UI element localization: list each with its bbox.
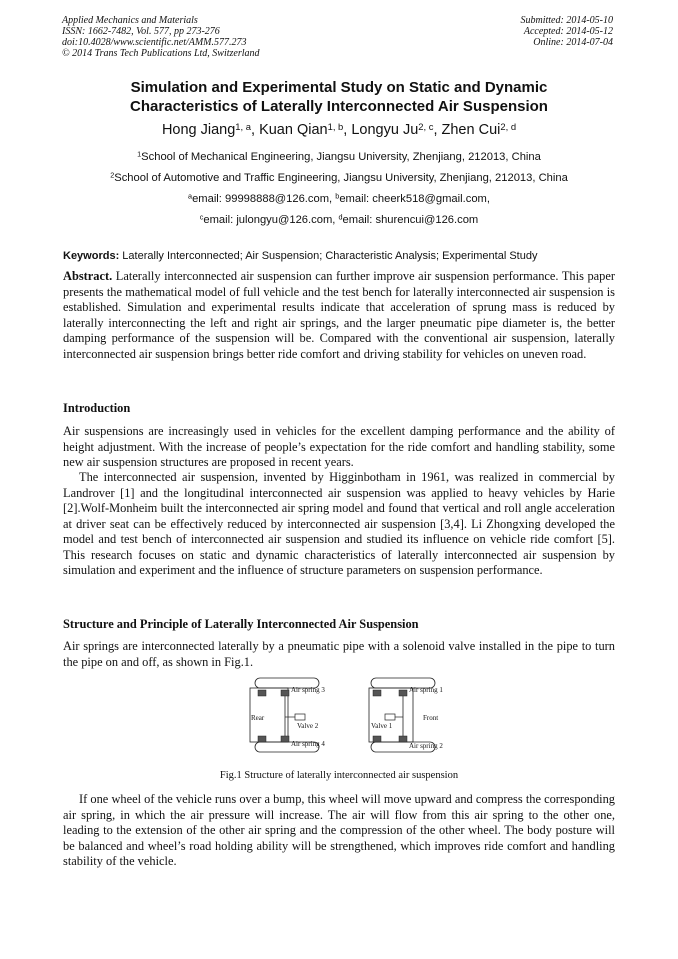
air-spring-4-icon [258, 736, 266, 742]
air-spring-1-body-icon [399, 690, 407, 696]
title-line-2: Characteristics of Laterally Interconnected Air Suspension [130, 98, 548, 115]
label-air-spring-3: Air spring 3 [291, 686, 325, 694]
valve-1-icon [385, 714, 395, 720]
author-name: Hong Jiang [161, 122, 236, 138]
label-air-spring-4: Air spring 4 [291, 740, 325, 748]
affiliation-2: $^2$School of Automotive and Traffic Engineering, Jiangsu University, Zhenjiang, 212013, China [110, 170, 568, 184]
structure-paragraph-2: If one wheel of the vehicle runs over a bump, this wheel will move upward and compress the corresponding air spring, in which the air pressure will increase. The air will flow from this air spring to the other one, leading to the extension of the other air spring and the compression of the other wheel. The body posture will be balanced and wheel’s road holding ability will be strengthened, which improves ride comfort and handling stability of the vehicle. [63, 792, 615, 868]
keywords-text: Laterally Interconnected; Air Suspension; Characteristic Analysis; Experimental Study [119, 250, 538, 262]
affiliation-1: $^1$School of Mechanical Engineering, Jiangsu University, Zhenjiang, 212013, China [137, 149, 541, 163]
label-air-spring-1: Air spring 1 [409, 686, 443, 694]
author-list: Hong Jiang$^{1, a}$, Kuan Qian$^{1, b}$, Longyu Ju$^{2, c}$, Zhen Cui$^{2, d}$ [161, 120, 517, 138]
abstract-label: Abstract. [63, 269, 113, 283]
label-air-spring-2: Air spring 2 [409, 742, 443, 750]
doi-line: doi:10.4028/www.scientific.net/AMM.577.273 [62, 37, 247, 48]
title-line-1: Simulation and Experimental Study on Static and Dynamic [130, 79, 548, 96]
abstract-text: Laterally interconnected air suspension can further improve air suspension performance. This paper presents the mathematical model of full vehicle and the test bench for laterally interconnected air suspension is established. Simulation and experimental results indicate that acceleration of sprung mass is reduced by laterally interconnecting the left and right air springs, and the larger pneumatic pipe diameter is, the better damping performance of the suspension will be. Compared with the conventional air suspension, laterally interconnected air suspension brings better ride comfort and driving stability for vehicles on uneven road. [63, 269, 615, 361]
accepted-date: Accepted: 2014-05-12 [523, 26, 613, 37]
online-date: Online: 2014-07-04 [533, 37, 613, 48]
journal-header-left [62, 15, 260, 59]
valve-2-icon [295, 714, 305, 720]
label-rear: Rear [251, 714, 265, 722]
keywords-label: Keywords: [63, 250, 120, 262]
introduction-paragraph-2: The interconnected air suspension, invented by Higginbotham in 1961, was realized in commercial by Landrover [1] and the longitudinal interconnected air suspension was applied to heavy vehicles by Harie [2].Wolf-Monheim built the interconnected air spring model and found that vertical and roll angle acceleration at driver seat can be effectively reduced by interconnected air suspension [3,4]. Li Zhongxing developed the model and test bench of interconnected air suspension and studied its influence on vehicle ride comfort [5]. This research focuses on static and dynamic characteristics of laterally interconnected air suspension by simulation and experiment and the influence of structure parameters on suspension performance. [63, 470, 615, 577]
figure-front-axle [367, 676, 447, 767]
author-affil-mark: 1, b [327, 120, 344, 132]
air-spring-2-icon [373, 736, 381, 742]
label-valve-1: Valve 1 [371, 722, 393, 730]
air-spring-3-body-icon [281, 690, 289, 696]
submitted-date: Submitted: 2014-05-10 [520, 15, 613, 26]
email-line-2: $^c$email: julongyu@126.com, $^d$email: shurencui@126.com [199, 212, 479, 226]
abstract [63, 269, 615, 362]
figure-rear-axle [245, 676, 337, 767]
air-spring-2-body-icon [399, 736, 407, 742]
label-valve-2: Valve 2 [297, 722, 319, 730]
air-spring-4-body-icon [281, 736, 289, 742]
structure-paragraph-1: Air springs are interconnected laterally by a pneumatic pipe with a solenoid valve installed in the pipe to turn the pipe on and off, as shown in Fig.1. [63, 639, 615, 669]
author-name: Kuan Qian [259, 122, 328, 138]
keywords [63, 249, 615, 263]
email-line-1: $^a$email: 99998888@126.com, $^b$email: cheerk518@gmail.com, [188, 191, 490, 205]
introduction-paragraph-1: Air suspensions are increasingly used in vehicles for the excellent damping performance and the ability of height adjustment. With the increase of people’s expectation for the ride comfort and handling stability, some new air suspension structures are proposed in recent years. [63, 424, 615, 469]
copyright-line: © 2014 Trans Tech Publications Ltd, Switzerland [62, 48, 260, 59]
author-name: Longyu Ju [351, 122, 419, 138]
author-affil-mark: 2, c [418, 120, 434, 132]
air-spring-3-icon [258, 690, 266, 696]
section-heading-structure: Structure and Principle of Laterally Interconnected Air Suspension [63, 617, 419, 631]
section-heading-introduction: Introduction [63, 401, 131, 415]
issn-line: ISSN: 1662-7482, Vol. 577, pp 273-276 [62, 26, 220, 37]
paper-title [40, 78, 638, 116]
label-front: Front [423, 714, 439, 722]
journal-header-right [521, 15, 614, 48]
journal-name: Applied Mechanics and Materials [62, 15, 198, 26]
author-affil-mark: 1, a [235, 120, 251, 132]
author-name: Zhen Cui [441, 122, 501, 138]
author-affil-mark: 2, d [500, 120, 517, 132]
air-spring-1-icon [373, 690, 381, 696]
figure-caption: Fig.1 Structure of laterally interconnected air suspension [219, 770, 459, 781]
